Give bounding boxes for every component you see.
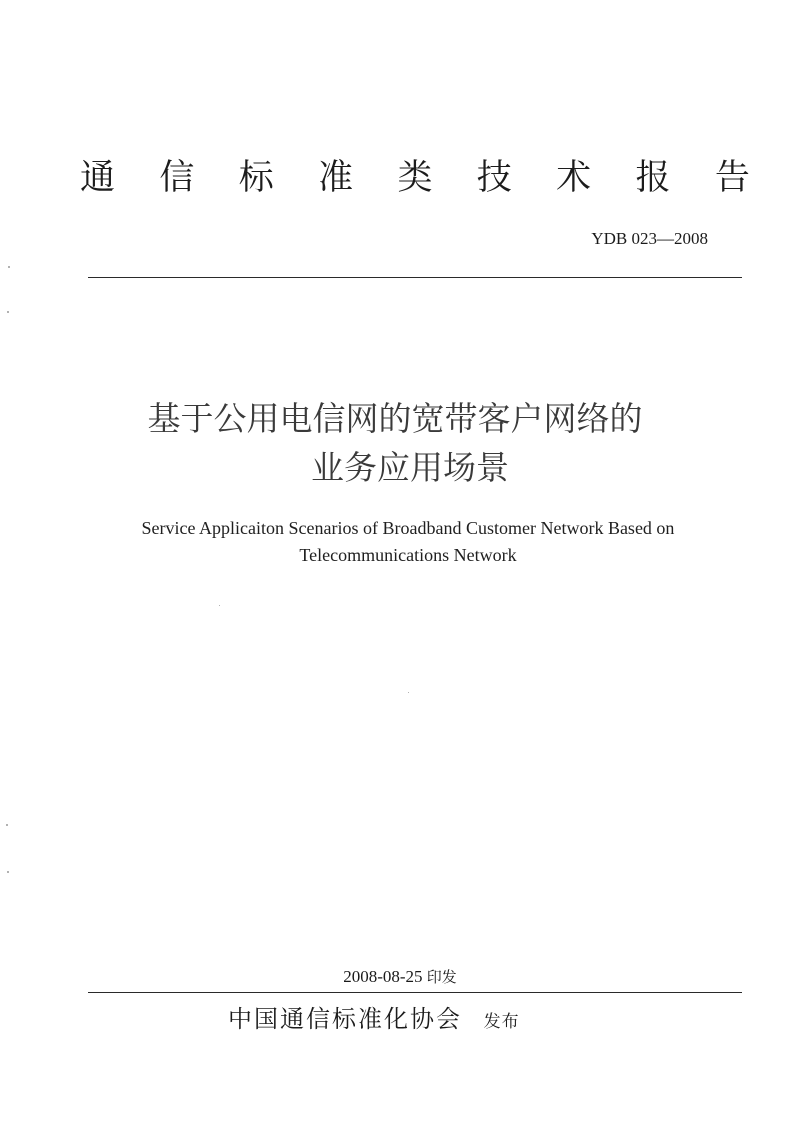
document-number: YDB 023—2008 [591,229,708,248]
publisher-line [228,1001,520,1040]
report-type-char: 报 [635,158,671,198]
report-type-char: 通 [80,158,116,198]
scan-speck [7,871,9,873]
scan-speck [219,605,220,606]
print-date: 2008-08-25 [343,967,423,986]
scan-speck [6,824,8,826]
scan-speck [408,692,409,693]
header-divider [88,277,742,278]
report-type-char: 技 [476,158,512,198]
report-type-char: 准 [318,158,354,198]
report-type-char: 告 [714,158,750,198]
report-type-char: 信 [159,158,195,198]
print-date-line [0,966,800,988]
scan-speck [7,311,9,313]
publish-label: 发布 [483,1012,520,1032]
chinese-title-line-1: 基于公用电信网的宽带客户网络的 [147,399,643,438]
print-date-label: 印发 [426,968,457,986]
report-type-char: 术 [556,158,592,198]
report-type-char: 标 [238,158,274,198]
report-type-char: 类 [397,158,433,198]
chinese-title-line-2: 业务应用场景 [311,448,509,487]
scan-speck [8,266,10,268]
english-title-line-2: Telecommunications Network [299,545,517,565]
footer-divider [88,992,742,993]
publisher-name: 中国通信标准化协会 [228,1005,462,1033]
english-title-line-1: Service Applicaiton Scenarios of Broadband Customer Network Based on [141,518,675,538]
report-type-heading [80,148,750,208]
